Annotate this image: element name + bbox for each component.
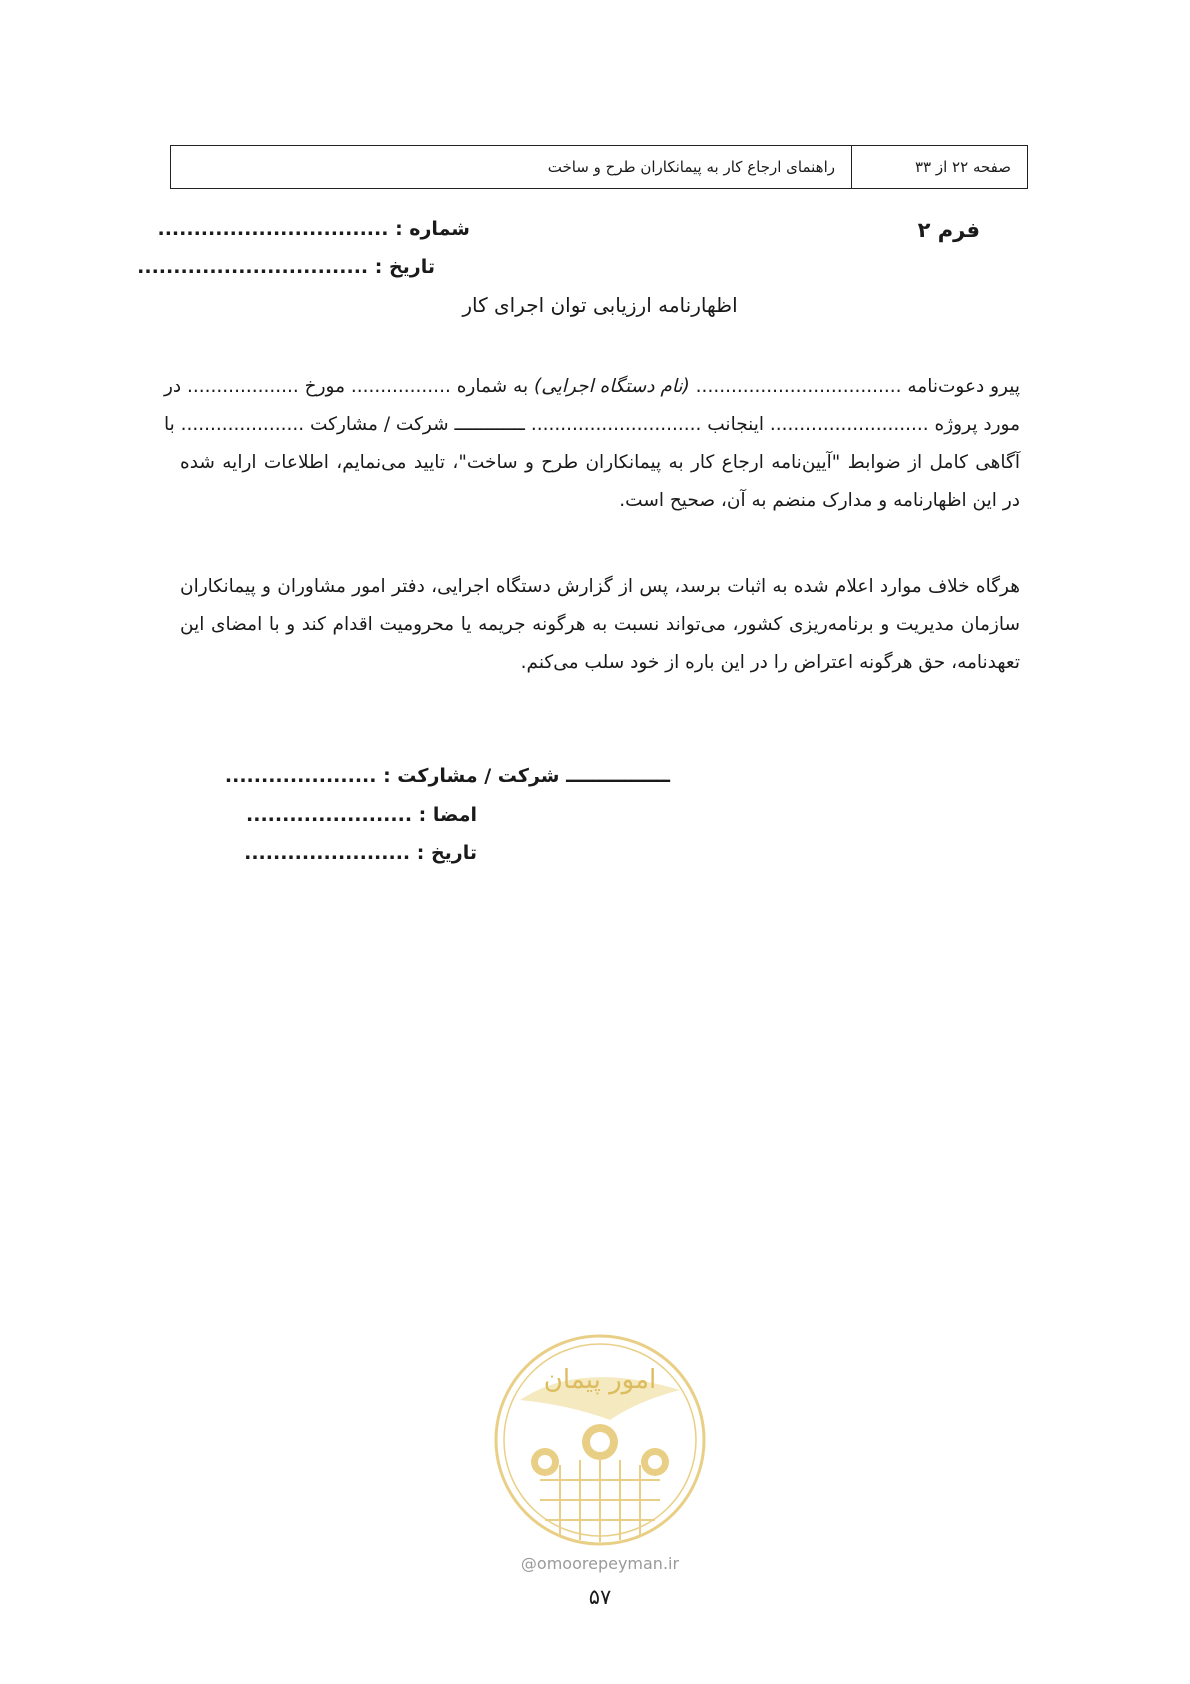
italic-placeholder: (نام دستگاه اجرایی)	[534, 376, 690, 397]
logo-text: امور پیمان	[543, 1365, 657, 1395]
paragraph-line: در این اظهارنامه و مدارک منضم به آن، صحیح است.	[619, 490, 1020, 511]
paragraph-line: هرگاه خلاف موارد اعلام شده به اثبات برسد، پس از گزارش دستگاه اجرایی، دفتر امور مشاوران و پیمانکاران	[180, 576, 1020, 597]
paragraph-line: سازمان مدیریت و برنامه‌ریزی کشور، می‌تواند نسبت به هرگونه جریمه یا محرومیت اقدام کند و با امضای این	[180, 614, 1020, 635]
page-number: ۵۷	[588, 1585, 612, 1609]
form-label: فرم ۲	[917, 218, 980, 242]
signature-sign-line: امضا : .......................	[246, 804, 477, 826]
omoor-peyman-logo-icon	[490, 1330, 710, 1550]
website-url[interactable]: @omoorepeyman.ir	[520, 1554, 680, 1573]
paragraph-line: مورد پروژه ........................... اینجانب ............................. ـــــــــــــ شرکت / مشارکت ..................... با	[163, 414, 1020, 435]
paragraph-line	[163, 368, 1020, 406]
paragraph-line: تعهدنامه، حق هرگونه اعتراض را در این باره از خود سلب می‌کنم.	[520, 652, 1020, 673]
paragraph-line: آگاهی کامل از ضوابط "آیین‌نامه ارجاع کار به پیمانکاران طرح و ساخت"، تایید می‌نمایم، اطلاعات ارایه شده	[180, 452, 1020, 473]
number-field-line: شماره : ................................	[157, 218, 470, 240]
text-segment: به شماره ................. مورخ ................... در	[163, 376, 534, 397]
text-segment: پیرو دعوت‌نامه ...................................	[689, 376, 1020, 397]
page-info: صفحه ۲۲ از ۳۳	[851, 146, 1027, 188]
signature-company-line: ــــــــــــــــ شرکت / مشارکت : .....................	[224, 765, 670, 787]
signature-date-line: تاریخ : .......................	[244, 842, 477, 864]
commitment-paragraph	[180, 568, 1020, 682]
page-header-box	[170, 145, 1028, 189]
declaration-paragraph	[163, 368, 1020, 520]
document-title: اظهارنامه ارزیابی توان اجرای کار	[462, 293, 738, 317]
date-field-line: تاریخ : ................................	[137, 256, 435, 278]
guide-title: راهنمای ارجاع کار به پیمانکاران طرح و ساخت	[547, 158, 835, 176]
